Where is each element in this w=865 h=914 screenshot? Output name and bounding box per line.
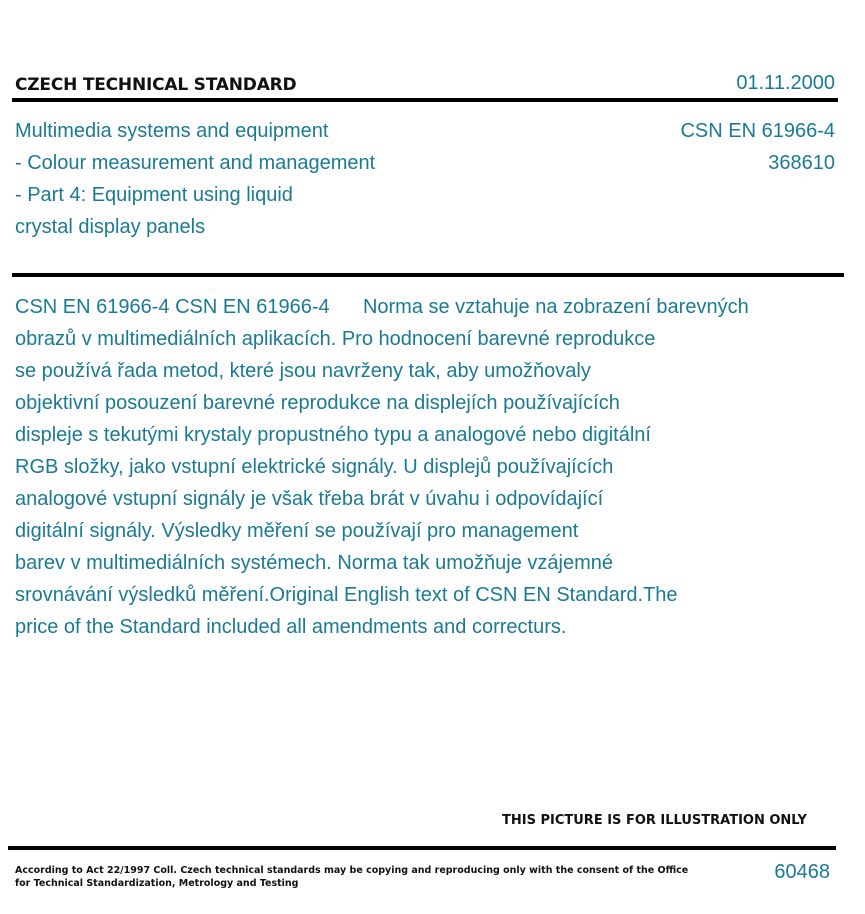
illustration-disclaimer: THIS PICTURE IS FOR ILLUSTRATION ONLY	[502, 813, 807, 828]
description-line: displeje s tekutými krystaly propustného typu a analogové nebo digitální	[15, 424, 651, 446]
standard-number: CSN EN 61966-4	[680, 120, 835, 142]
bottom-divider	[8, 846, 836, 850]
description-line: RGB složky, jako vstupní elektrické signály. U displejů používajících	[15, 456, 614, 478]
catalog-number: 368610	[768, 152, 835, 174]
title-line: Multimedia systems and equipment	[15, 120, 329, 142]
top-divider	[12, 98, 838, 102]
title-line: - Part 4: Equipment using liquid	[15, 184, 293, 206]
description-line: obrazů v multimediálních aplikacích. Pro hodnocení barevné reprodukce	[15, 328, 656, 350]
description-line: analogové vstupní signály je však třeba brát v úvahu i odpovídající	[15, 488, 604, 510]
title-line: - Colour measurement and management	[15, 152, 376, 174]
document-number: 60468	[774, 861, 830, 883]
standard-description	[15, 291, 815, 643]
standard-codes	[680, 115, 835, 179]
document-heading: CZECH TECHNICAL STANDARD	[15, 75, 297, 95]
description-line: CSN EN 61966-4 CSN EN 61966-4 Norma se vztahuje na zobrazení barevných	[15, 296, 749, 318]
description-line: digitální signály. Výsledky měření se používají pro management	[15, 520, 579, 542]
legal-notice	[15, 865, 688, 890]
standard-date: 01.11.2000	[736, 72, 835, 94]
standard-title	[15, 115, 375, 243]
description-line: se používá řada metod, které jsou navrženy tak, aby umožňovaly	[15, 360, 591, 382]
description-line: price of the Standard included all amendments and correcturs.	[15, 616, 567, 638]
legal-notice-line: for Technical Standardization, Metrology and Testing	[15, 877, 299, 889]
description-line: objektivní posouzení barevné reprodukce na displejích používajících	[15, 392, 620, 414]
description-line: barev v multimediálních systémech. Norma tak umožňuje vzájemné	[15, 552, 614, 574]
description-line: srovnávání výsledků měření.Original English text of CSN EN Standard.The	[15, 584, 678, 606]
title-line: crystal display panels	[15, 216, 206, 238]
legal-notice-line: According to Act 22/1997 Coll. Czech technical standards may be copying and reproducing only with the consent of the Office	[15, 865, 689, 876]
middle-divider	[12, 273, 844, 277]
